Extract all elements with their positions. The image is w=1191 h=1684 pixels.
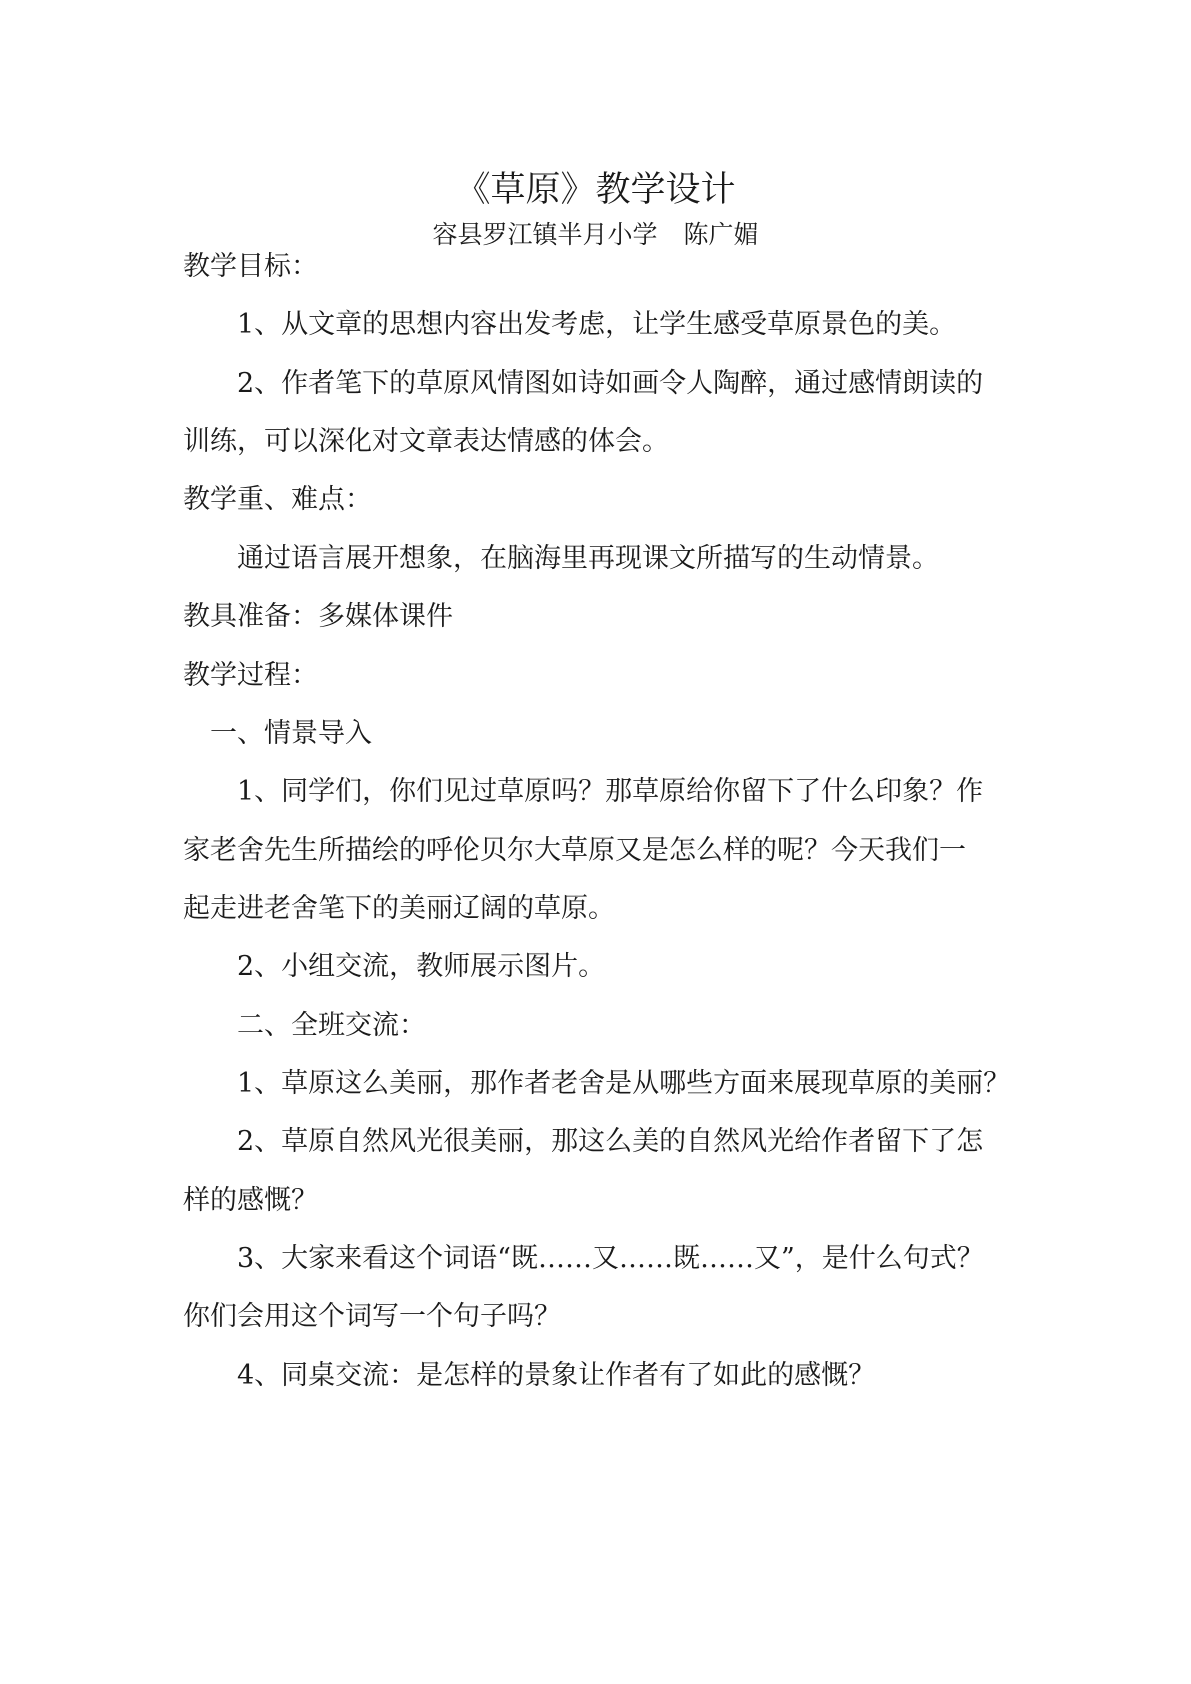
step-1-item-1-cont-a: 家老舍先生所描绘的呼伦贝尔大草原又是怎么样的呢？今天我们一 — [183, 835, 966, 866]
step-2-item-2-cont: 样的感慨？ — [183, 1185, 318, 1216]
step-2-item-4: 4、同桌交流：是怎样的景象让作者有了如此的感慨？ — [237, 1360, 876, 1391]
key-points-text: 通过语言展开想象，在脑海里再现课文所描写的生动情景。 — [237, 543, 939, 574]
author-school: 容县罗江镇半月小学 — [432, 220, 658, 249]
section-heading-objectives: 教学目标： — [183, 251, 318, 282]
objective-2: 2、作者笔下的草原风情图如诗如画令人陶醉，通过感情朗读的 — [237, 368, 984, 399]
author-line — [0, 219, 1191, 251]
process-step-1-heading: 一、情景导入 — [210, 718, 372, 749]
objective-2-cont: 训练，可以深化对文章表达情感的体会。 — [183, 426, 669, 457]
section-heading-key-points: 教学重、难点： — [183, 484, 372, 515]
process-step-2-heading: 二、全班交流： — [237, 1010, 426, 1041]
author-name: 陈广媚 — [683, 220, 759, 249]
step-1-item-1: 1、同学们，你们见过草原吗？那草原给你留下了什么印象？作 — [237, 776, 984, 807]
step-2-item-3-cont: 你们会用这个词写一个句子吗？ — [183, 1301, 561, 1332]
step-2-item-2: 2、草原自然风光很美丽，那这么美的自然风光给作者留下了怎 — [237, 1126, 984, 1157]
step-2-item-3: 3、大家来看这个词语“既……又……既……又”，是什么句式？ — [237, 1243, 984, 1274]
step-2-item-1: 1、草原这么美丽，那作者老舍是从哪些方面来展现草原的美丽？ — [237, 1068, 1011, 1099]
step-1-item-1-cont-b: 起走进老舍笔下的美丽辽阔的草原。 — [183, 893, 615, 924]
document-title: 《草原》教学设计 — [455, 170, 736, 210]
teaching-aids: 教具准备：多媒体课件 — [183, 601, 453, 632]
section-heading-process: 教学过程： — [183, 660, 318, 691]
objective-1: 1、从文章的思想内容出发考虑，让学生感受草原景色的美。 — [237, 309, 957, 340]
step-1-item-2: 2、小组交流，教师展示图片。 — [237, 951, 606, 982]
